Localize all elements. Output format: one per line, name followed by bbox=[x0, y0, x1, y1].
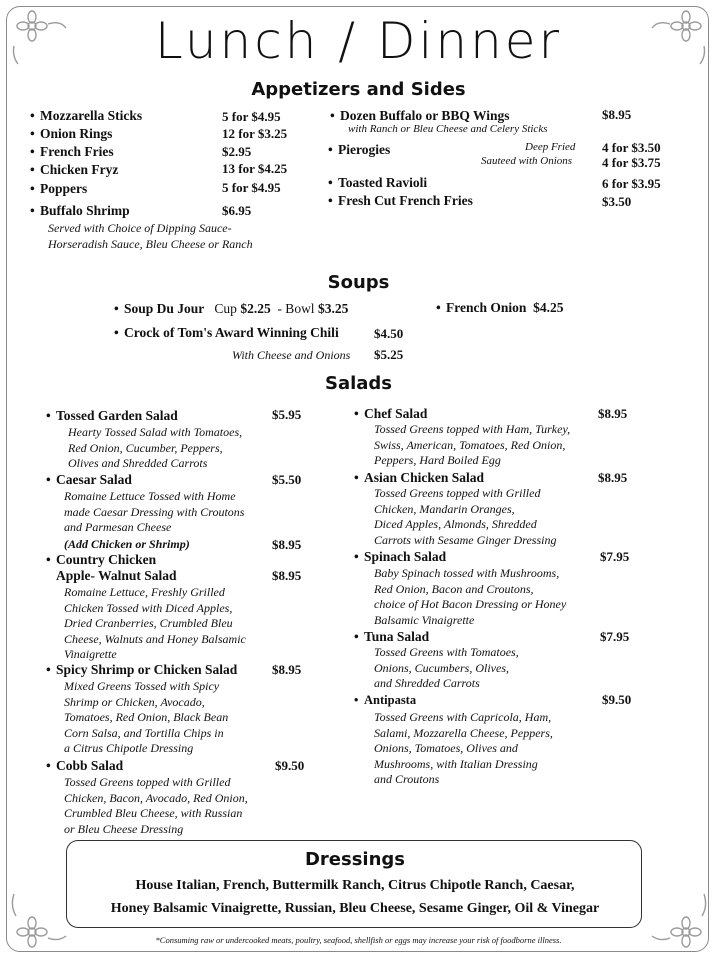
menu-item: • Onion Rings bbox=[30, 126, 113, 141]
item-description: Romaine Lettuce Tossed with Home made Caesar Dressing with Croutons and Parmesan Cheese bbox=[64, 489, 245, 534]
item-price: $5.95 bbox=[272, 407, 302, 422]
item-price: $8.95 bbox=[598, 406, 628, 421]
salads-heading: Salads bbox=[324, 373, 393, 394]
menu-item-continued: Apple- Walnut Salad bbox=[56, 568, 177, 583]
item-price: $7.95 bbox=[600, 629, 630, 644]
menu-item: • Cobb Salad bbox=[46, 758, 124, 773]
item-price: 13 for $4.25 bbox=[222, 161, 288, 176]
dressings-list: House Italian, French, Buttermilk Ranch, Citrus Chipotle Ranch, Caesar, bbox=[135, 878, 575, 893]
menu-item: • Country Chicken bbox=[46, 552, 157, 567]
menu-item: • French Fries bbox=[30, 144, 114, 159]
item-price: $4.50 bbox=[374, 326, 404, 341]
item-description: Romaine Lettuce, Freshly Grilled Chicken Tossed with Diced Apples, Dried Cranberries, Crumbled Bleu Cheese, Walnuts and Honey Balsamic Vinaigrette bbox=[64, 585, 246, 661]
menu-item: • Soup Du Jour Cup $2.25 - Bowl $3.25 bbox=[114, 301, 349, 316]
appetizers-heading: Appetizers and Sides bbox=[251, 79, 466, 100]
item-price: $8.95 bbox=[598, 470, 628, 485]
item-price: $9.50 bbox=[602, 692, 632, 707]
menu-item: • Caesar Salad bbox=[46, 472, 132, 487]
menu-item: • Dozen Buffalo or BBQ Wings bbox=[330, 108, 510, 123]
menu-item: • Spicy Shrimp or Chicken Salad bbox=[46, 662, 238, 677]
menu-title: Lunch / Dinner bbox=[154, 12, 563, 70]
menu-item: • Crock of Tom's Award Winning Chili bbox=[114, 325, 339, 340]
item-description: Tossed Greens topped with Grilled Chicken, Bacon, Avocado, Red Onion, Crumbled Bleu Cheese, with Russian or Bleu Cheese Dressing bbox=[64, 775, 248, 836]
item-price: $3.50 bbox=[602, 194, 632, 209]
item-description: Tossed Greens with Capricola, Ham, Salami, Mozzarella Cheese, Peppers, Onions, Tomatoes, Olives and Mushrooms, with Italian Dressing and Croutons bbox=[374, 710, 553, 786]
item-description: Baby Spinach tossed with Mushrooms, Red Onion, Bacon and Croutons, choice of Hot Bacon Dressing or Honey Balsamic Vinaigrette bbox=[374, 566, 567, 627]
item-description: with Ranch or Bleu Cheese and Celery Sticks bbox=[348, 123, 548, 135]
dressings-list: Honey Balsamic Vinaigrette, Russian, Bleu Cheese, Sesame Ginger, Oil & Vinegar bbox=[110, 901, 600, 916]
dressings-heading: Dressings bbox=[304, 849, 406, 870]
menu-item: • Tossed Garden Salad bbox=[46, 408, 178, 423]
item-price: 4 for $3.50 bbox=[602, 140, 661, 155]
menu-item: • Pierogies bbox=[328, 142, 391, 157]
menu-item: • Chef Salad bbox=[354, 406, 428, 421]
item-description: Tossed Greens with Tomatoes, Onions, Cucumbers, Olives, and Shredded Carrots bbox=[374, 645, 519, 690]
item-price: $8.95 bbox=[602, 107, 632, 122]
item-price: 12 for $3.25 bbox=[222, 126, 288, 141]
item-option: Sauteed with Onions bbox=[481, 155, 573, 167]
item-description: Hearty Tossed Salad with Tomatoes, Red Onion, Cucumber, Peppers, Olives and Shredded Carrots bbox=[68, 425, 243, 470]
dressings-box bbox=[66, 840, 642, 928]
item-description: Tossed Greens topped with Ham, Turkey, Swiss, American, Tomatoes, Red Onion, Peppers, Hard Boiled Egg bbox=[374, 422, 571, 467]
item-price: $6.95 bbox=[222, 203, 252, 218]
item-description: Tossed Greens topped with Grilled Chicken, Mandarin Oranges, Diced Apples, Almonds, Shredded Carrots with Sesame Ginger Dressing bbox=[374, 486, 557, 547]
item-price: 6 for $3.95 bbox=[602, 176, 661, 191]
menu-item: • Antipasta bbox=[354, 693, 417, 707]
item-description: Served with Choice of Dipping Sauce- Horseradish Sauce, Bleu Cheese or Ranch bbox=[48, 221, 253, 251]
item-price: $8.95 bbox=[272, 537, 302, 552]
menu-item: • Chicken Fryz bbox=[30, 162, 119, 177]
food-safety-disclaimer: *Consuming raw or undercooked meats, poultry, seafood, shellfish or eggs may increase your risk of foodborne illness. bbox=[155, 935, 562, 945]
item-price: $2.95 bbox=[222, 144, 252, 159]
item-price: $5.25 bbox=[374, 347, 404, 362]
item-price: 4 for $3.75 bbox=[602, 155, 661, 170]
item-price: $5.50 bbox=[272, 472, 302, 487]
item-price: $9.50 bbox=[275, 758, 305, 773]
menu-item: • Asian Chicken Salad bbox=[354, 470, 485, 485]
menu-item: • Mozzarella Sticks bbox=[30, 108, 143, 123]
item-price: 5 for $4.95 bbox=[222, 180, 281, 195]
menu-item: • Buffalo Shrimp bbox=[30, 203, 130, 218]
item-price: $8.95 bbox=[272, 662, 302, 677]
item-description: Mixed Greens Tossed with Spicy Shrimp or Chicken, Avocado, Tomatoes, Red Onion, Black Bean Corn Salsa, and Tortilla Chips in a Citrus Chipotle Dressing bbox=[64, 679, 229, 755]
item-option: (Add Chicken or Shrimp) bbox=[64, 537, 190, 551]
item-option: With Cheese and Onions bbox=[232, 348, 351, 362]
item-price: 5 for $4.95 bbox=[222, 109, 281, 124]
menu-item: • Fresh Cut French Fries bbox=[328, 193, 473, 208]
item-price: $8.95 bbox=[272, 568, 302, 583]
menu-item: • Toasted Ravioli bbox=[328, 175, 428, 190]
soups-heading: Soups bbox=[327, 272, 390, 293]
menu-item: • Spinach Salad bbox=[354, 549, 447, 564]
menu-item: • Tuna Salad bbox=[354, 629, 430, 644]
item-option: Deep Fried bbox=[525, 141, 576, 153]
item-price: $7.95 bbox=[600, 549, 630, 564]
menu-item: • Poppers bbox=[30, 181, 88, 196]
menu-item: • French Onion $4.25 bbox=[436, 300, 564, 315]
